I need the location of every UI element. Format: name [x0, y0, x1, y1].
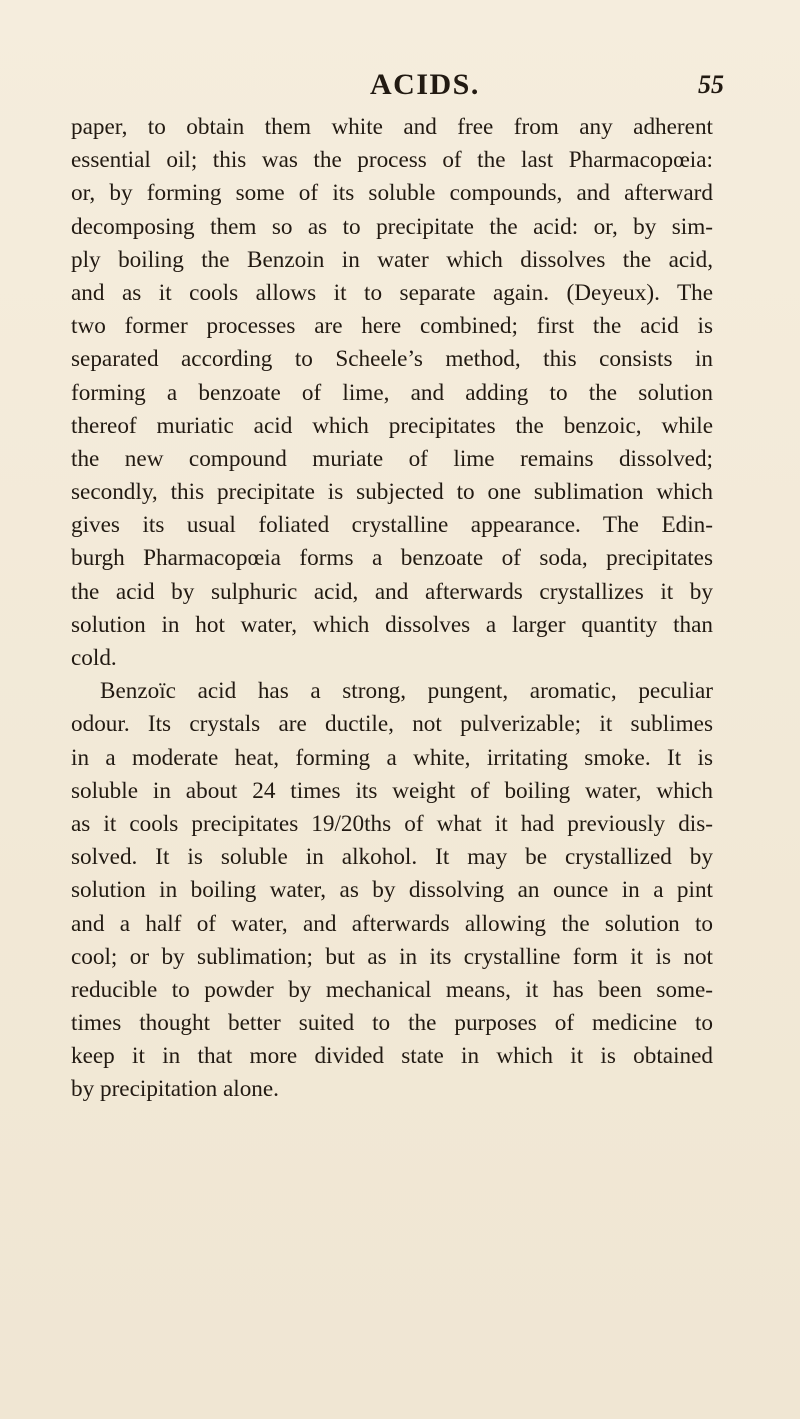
text-line: paper, to obtain them white and free from any adherent: [71, 114, 713, 140]
running-head: [0, 68, 800, 108]
page-number: 55: [698, 70, 724, 99]
text-line: reducible to powder by mechanical means, it has been some-: [71, 976, 713, 1003]
text-line: decomposing them so as to precipitate the acid: or, by sim-: [71, 213, 713, 240]
text-line: by precipitation alone.: [71, 1076, 279, 1103]
text-line: solution in boiling water, as by dissolving an ounce in a pint: [71, 877, 713, 904]
text-line: and a half of water, and afterwards allowing the solution to: [71, 910, 713, 937]
text-line: ply boiling the Benzoin in water which dissolves the acid,: [71, 246, 713, 273]
text-line: the new compound muriate of lime remains dissolved;: [71, 445, 713, 472]
text-line: cool; or by sublimation; but as in its crystalline form it is not: [71, 943, 713, 970]
text-line: in a moderate heat, forming a white, irritating smoke. It is: [71, 744, 713, 771]
text-line: Benzoïc acid has a strong, pungent, aromatic, peculiar: [100, 678, 713, 705]
text-line: and as it cools allows it to separate again. (Deyeux). The: [71, 279, 713, 306]
text-line: or, by forming some of its soluble compounds, and afterward: [71, 180, 713, 207]
text-line: soluble in about 24 times its weight of boiling water, which: [71, 777, 713, 804]
text-line: keep it in that more divided state in which it is obtained: [71, 1043, 713, 1070]
text-line: burgh Pharmacopœia forms a benzoate of soda, precipitates: [71, 545, 713, 572]
text-line: separated according to Scheele’s method, this consists in: [71, 346, 713, 373]
text-line: secondly, this precipitate is subjected to one sublimation which: [71, 479, 713, 506]
text-line: as it cools precipitates 19/20ths of what it had previously dis-: [71, 810, 713, 837]
text-line: gives its usual foliated crystalline appearance. The Edin-: [71, 512, 713, 539]
text-line: thereof muriatic acid which precipitates the benzoic, while: [71, 412, 713, 439]
text-line: times thought better suited to the purposes of medicine to: [71, 1010, 713, 1037]
text-line: odour. Its crystals are ductile, not pulverizable; it sublimes: [71, 711, 713, 738]
text-line: cold.: [71, 645, 117, 671]
text-line: the acid by sulphuric acid, and afterwards crystallizes it by: [71, 578, 713, 605]
text-line: solved. It is soluble in alkohol. It may be crystallized by: [71, 844, 713, 871]
text-line: solution in hot water, which dissolves a larger quantity than: [71, 611, 713, 638]
text-line: essential oil; this was the process of the last Pharmacopœia:: [71, 147, 713, 174]
page-title: ACIDS.: [370, 68, 480, 101]
text-line: forming a benzoate of lime, and adding to the solution: [71, 379, 713, 406]
body-text: [71, 111, 713, 1107]
text-line: two former processes are here combined; first the acid is: [71, 313, 713, 340]
